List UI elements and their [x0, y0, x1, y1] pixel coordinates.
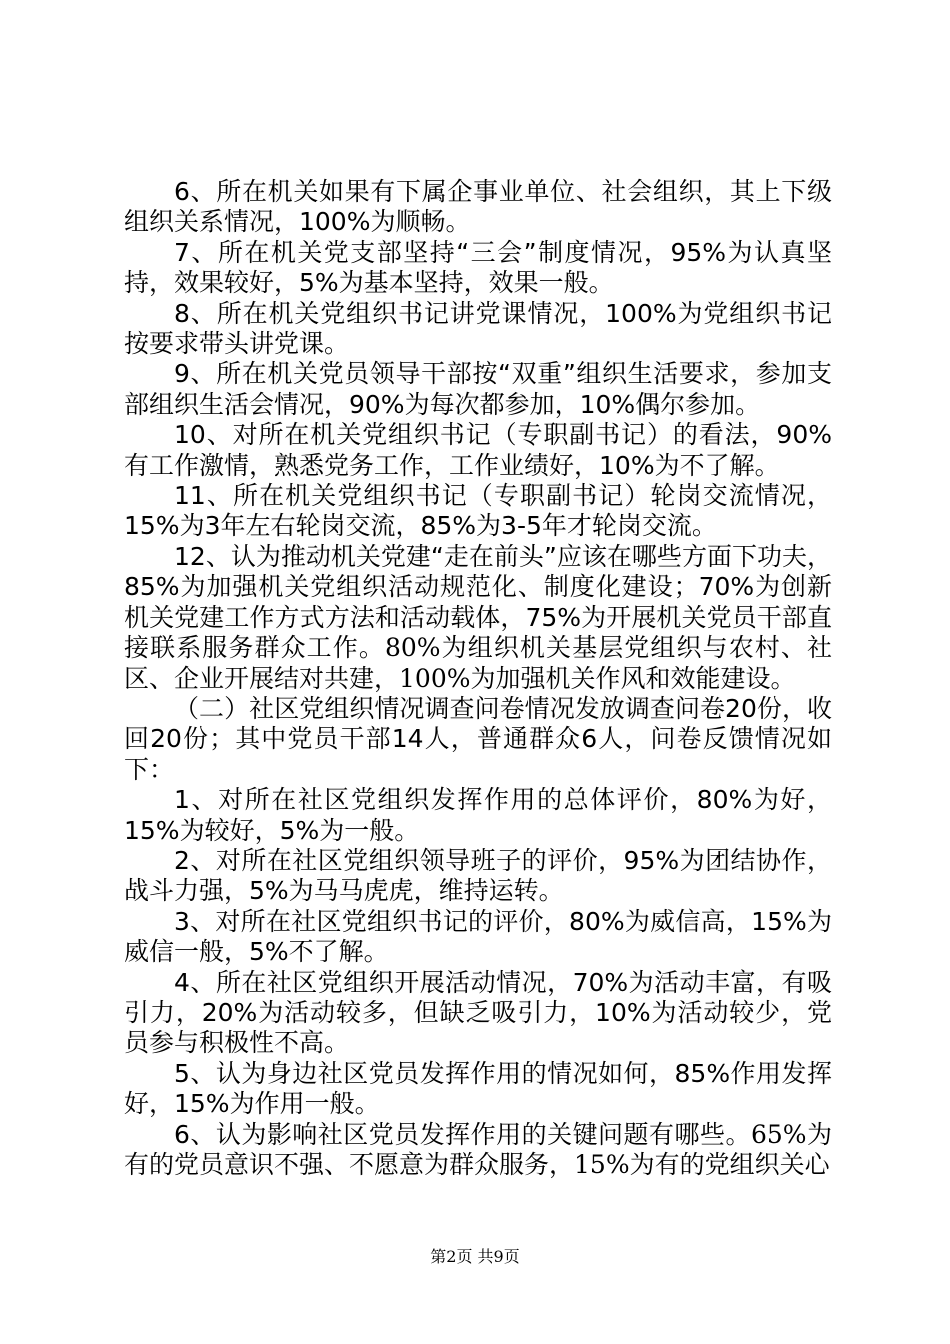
paragraph-9: 1、对所在社区党组织发挥作用的总体评价，80%为好，15%为较好，5%为一般。 — [124, 785, 832, 845]
body-text — [124, 177, 832, 1180]
paragraph-13: 5、认为身边社区党员发挥作用的情况如何，85%作用发挥好，15%为作用一般。 — [124, 1058, 832, 1119]
paragraph-7: 12、认为推动机关党建“走在前头”应该在哪些方面下功夫，85%为加强机关党组织活动规范化、制度化建设；70%为创新机关党建工作方式方法和活动载体，75%为开展机关党员干部直接联系服务群众工作。80%为组织机关基层党组织与农村、社区、企业开展结对共建，100%为加强机关作风和效能建设。 — [124, 541, 832, 693]
paragraph-2: 7、所在机关党支部坚持“三会”制度情况，95%为认真坚持，效果较好，5%为基本坚持，效果一般。 — [124, 237, 832, 298]
paragraph-1: 6、所在机关如果有下属企事业单位、社会组织，其上下级组织关系情况，100%为顺畅。 — [124, 177, 832, 237]
paragraph-6: 11、所在机关党组织书记（专职副书记）轮岗交流情况，15%为3年左右轮岗交流，85%为3-5年才轮岗交流。 — [124, 481, 832, 541]
paragraph-10: 2、对所在社区党组织领导班子的评价，95%为团结协作，战斗力强，5%为马马虎虎，维持运转。 — [124, 845, 832, 906]
page-footer: 第2页 共9页 — [430, 1247, 520, 1266]
paragraph-3: 8、所在机关党组织书记讲党课情况，100%为党组织书记按要求带头讲党课。 — [124, 298, 832, 359]
section-heading-community: （二）社区党组织情况调查问卷情况发放调查问卷20份，收回20份；其中党员干部14人，普通群众6人，问卷反馈情况如下： — [124, 693, 832, 784]
paragraph-4: 9、所在机关党员领导干部按“双重”组织生活要求，参加支部组织生活会情况，90%为每次都参加，10%偶尔参加。 — [124, 359, 832, 419]
paragraph-12: 4、所在社区党组织开展活动情况，70%为活动丰富，有吸引力，20%为活动较多，但缺乏吸引力，10%为活动较少，党员参与积极性不高。 — [124, 967, 832, 1058]
paragraph-14: 6、认为影响社区党员发挥作用的关键问题有哪些。65%为有的党员意识不强、不愿意为群众服务，15%为有的党组织关心 — [124, 1119, 832, 1179]
paragraph-5: 10、对所在机关党组织书记（专职副书记）的看法，90%有工作激情，熟悉党务工作，工作业绩好，10%为不了解。 — [124, 420, 832, 480]
paragraph-11: 3、对所在社区党组织书记的评价，80%为威信高，15%为威信一般，5%不了解。 — [124, 906, 832, 967]
